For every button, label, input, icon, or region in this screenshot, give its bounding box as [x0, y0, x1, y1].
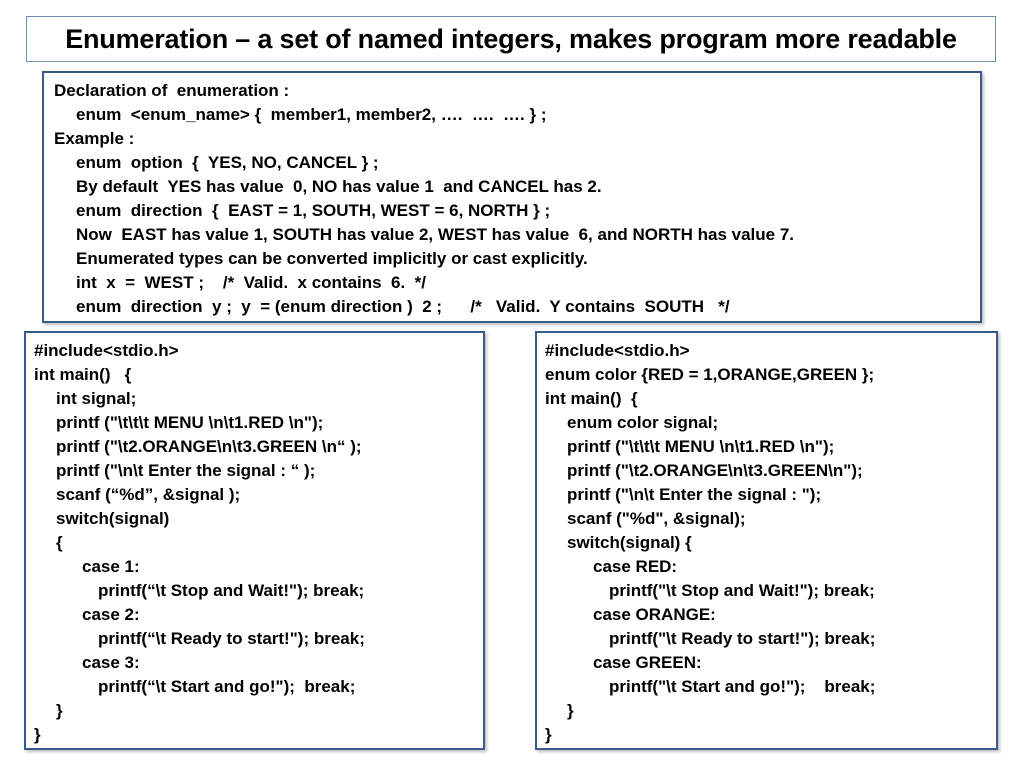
right-code-line: int main() { [545, 389, 638, 408]
right-code-line: #include<stdio.h> [545, 341, 690, 360]
right-code-line: } [567, 701, 574, 720]
right-code-line: case RED: [593, 557, 678, 576]
code-listing-numeric-cases [24, 331, 485, 750]
right-code-line: printf ("\t\t\t MENU \n\t1.RED \n"); [567, 437, 835, 456]
slide-title: Enumeration – a set of named integers, makes program more readable [65, 23, 957, 54]
declaration-box-line: By default YES has value 0, NO has value 1 and CANCEL has 2. [76, 177, 602, 196]
declaration-box-line: Enumerated types can be converted implicitly or cast explicitly. [76, 249, 588, 268]
declaration-box-line: enum direction { EAST = 1, SOUTH, WEST = 6, NORTH } ; [76, 201, 551, 220]
declaration-box-line: Declaration of enumeration : [54, 81, 290, 100]
right-code-line: enum color {RED = 1,ORANGE,GREEN }; [545, 365, 875, 384]
left-code-line: int main() { [34, 365, 132, 384]
left-code-line: printf(“\t Stop and Wait!"); break; [98, 581, 365, 600]
left-code-line: scanf (“%d”, &signal ); [56, 485, 241, 504]
left-code-line: printf(“\t Start and go!"); break; [98, 677, 356, 696]
left-code-line: case 3: [82, 653, 140, 672]
right-code-line: case ORANGE: [593, 605, 716, 624]
declaration-box-line: Example : [54, 129, 135, 148]
right-code-line: case GREEN: [593, 653, 702, 672]
right-code-line: scanf ("%d", &signal); [567, 509, 746, 528]
declaration-box-line: Now EAST has value 1, SOUTH has value 2, WEST has value 6, and NORTH has value 7. [76, 225, 795, 244]
declaration-box-line: enum option { YES, NO, CANCEL } ; [76, 153, 379, 172]
code-listing-enum-cases [535, 331, 998, 750]
right-code-line: printf("\t Ready to start!"); break; [609, 629, 876, 648]
left-code-line: case 2: [82, 605, 140, 624]
left-code-line: int signal; [56, 389, 137, 408]
left-code-line: printf ("\t\t\t MENU \n\t1.RED \n"); [56, 413, 324, 432]
left-code-line: } [34, 725, 41, 744]
right-code-line: printf ("\t2.ORANGE\n\t3.GREEN\n"); [567, 461, 863, 480]
right-code-line: enum color signal; [567, 413, 719, 432]
right-code-line: printf("\t Start and go!"); break; [609, 677, 876, 696]
declaration-box [42, 71, 982, 323]
slide-title-box [26, 16, 996, 62]
left-code-line: #include<stdio.h> [34, 341, 179, 360]
right-code-line: } [545, 725, 552, 744]
left-code-line: printf(“\t Ready to start!"); break; [98, 629, 365, 648]
left-code-line: switch(signal) [56, 509, 170, 528]
left-code-line: case 1: [82, 557, 140, 576]
declaration-box-line: enum <enum_name> { member1, member2, …. …. …. } ; [76, 105, 547, 124]
right-code-line: printf ("\n\t Enter the signal : "); [567, 485, 822, 504]
left-code-line: } [56, 701, 63, 720]
left-code-line: printf ("\t2.ORANGE\n\t3.GREEN \n“ ); [56, 437, 362, 456]
declaration-box-line: enum direction y ; y = (enum direction ) 2 ; /* Valid. Y contains SOUTH */ [76, 297, 730, 316]
left-code-line: { [56, 533, 63, 552]
right-code-line: switch(signal) { [567, 533, 692, 552]
right-code-line: printf("\t Stop and Wait!"); break; [609, 581, 875, 600]
left-code-line: printf ("\n\t Enter the signal : “ ); [56, 461, 316, 480]
declaration-box-line: int x = WEST ; /* Valid. x contains 6. */ [76, 273, 427, 292]
